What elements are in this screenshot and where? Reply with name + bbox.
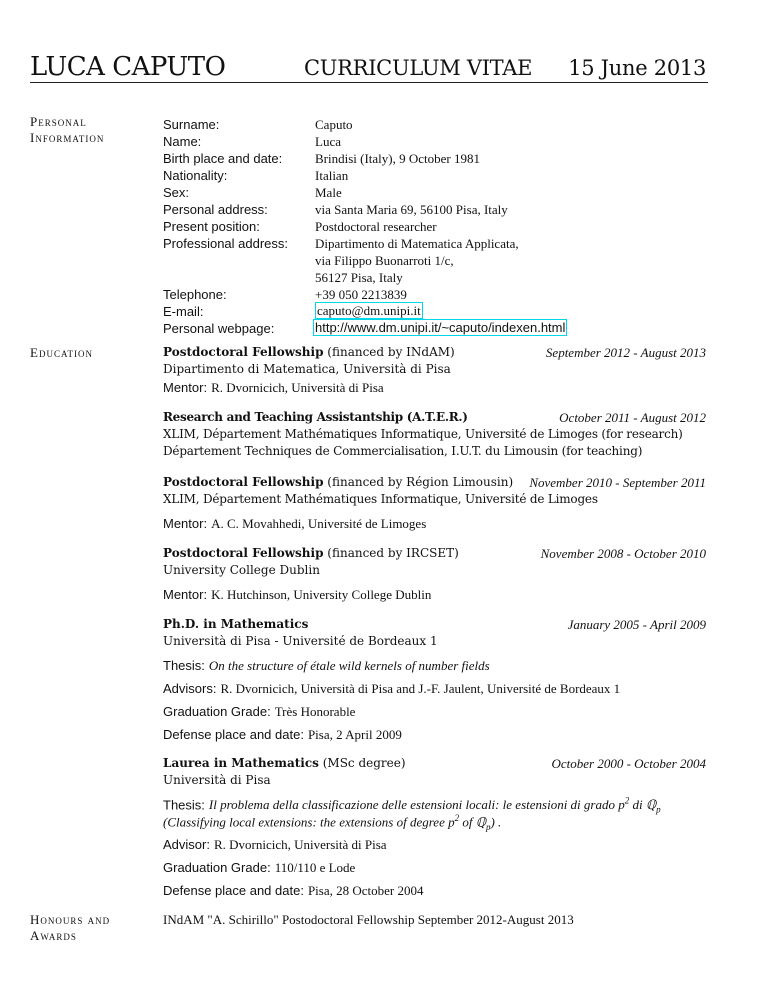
edu-4-mentor: Mentor: K. Hutchinson, University College Dublin (163, 587, 432, 602)
edu-6-institution: Università di Pisa (163, 773, 271, 787)
edu-3-mentor: Mentor: A. C. Movahhedi, Université de Limoges (163, 516, 427, 531)
cv-date: 15 June 2013 (568, 56, 706, 80)
edu-2-line-research: XLIM, Département Mathématiques Informatique, Université de Limoges (for research) (163, 427, 683, 441)
edu-2-title: Research and Teaching Assistantship (A.T.E.R.) (163, 410, 468, 424)
section-personal-information: Personal Information (30, 114, 105, 145)
professional-address-label: Professional address: (163, 236, 289, 251)
edu-2-date: October 2011 - August 2012 (559, 410, 706, 425)
surname-label: Surname: (163, 117, 220, 132)
edu-4-date: November 2008 - October 2010 (540, 546, 706, 561)
edu-1-date: September 2012 - August 2013 (545, 345, 706, 360)
edu-3-institution: XLIM, Département Mathématiques Informatique, Université de Limoges (163, 492, 598, 506)
edu-5-grade: Graduation Grade: Très Honorable (163, 704, 356, 719)
edu-1-mentor: Mentor: R. Dvornicich, Università di Pisa (163, 380, 384, 395)
cv-title: CURRICULUM VITAE (304, 56, 533, 80)
edu-6-advisor: Advisor: R. Dvornicich, Università di Pisa (163, 837, 387, 852)
edu-6-date: October 2000 - October 2004 (551, 756, 706, 771)
professional-address-line-2: via Filippo Buonarroti 1/c, (315, 253, 454, 268)
section-education: Education (30, 345, 93, 360)
email-link[interactable]: caputo@dm.unipi.it (317, 303, 421, 318)
edu-6-grade: Graduation Grade: 110/110 e Lode (163, 860, 356, 875)
email-label: E-mail: (163, 304, 204, 319)
webpage-label: Personal webpage: (163, 321, 275, 336)
personal-address-label: Personal address: (163, 202, 268, 217)
edu-4-title: Postdoctoral Fellowship (financed by IRCSET) (163, 546, 459, 560)
surname-value: Caputo (315, 117, 353, 132)
edu-4-institution: University College Dublin (163, 563, 320, 577)
header-rule (30, 82, 708, 83)
sex-value: Male (315, 185, 342, 200)
birth-value: Brindisi (Italy), 9 October 1981 (315, 151, 480, 166)
edu-6-defense: Defense place and date: Pisa, 28 October 2004 (163, 883, 424, 898)
professional-address-line-3: 56127 Pisa, Italy (315, 270, 403, 285)
webpage-link[interactable]: http://www.dm.unipi.it/~caputo/indexen.html (315, 320, 566, 335)
edu-3-title: Postdoctoral Fellowship (financed by Région Limousin) (163, 475, 514, 489)
personal-address-value: via Santa Maria 69, 56100 Pisa, Italy (315, 202, 508, 217)
name-label: Name: (163, 134, 202, 149)
edu-1-title: Postdoctoral Fellowship (financed by INdAM) (163, 345, 455, 359)
edu-5-date: January 2005 - April 2009 (567, 617, 706, 632)
position-value: Postdoctoral researcher (315, 219, 437, 234)
birth-label: Birth place and date: (163, 151, 283, 166)
edu-5-advisors: Advisors: R. Dvornicich, Università di Pisa and J.-F. Jaulent, Université de Bordeaux 1 (163, 681, 621, 696)
edu-5-defense: Defense place and date: Pisa, 2 April 2009 (163, 727, 402, 742)
sex-label: Sex: (163, 185, 190, 200)
edu-5-title: Ph.D. in Mathematics (163, 617, 309, 631)
nationality-label: Nationality: (163, 168, 228, 183)
edu-5-institution: Università di Pisa - Université de Bordeaux 1 (163, 634, 438, 648)
edu-6-thesis-line-2: (Classifying local extensions: the extensions of degree $p^2$ of ℚ$_p$) . (163, 813, 502, 832)
section-honours-awards: Honours and Awards (30, 912, 111, 943)
name-value: Luca (315, 134, 341, 149)
honours-item: INdAM "A. Schirillo" Postodoctoral Fellowship September 2012-August 2013 (163, 912, 574, 927)
edu-2-line-teaching: Département Techniques de Commercialisation, I.U.T. du Limousin (for teaching) (163, 444, 643, 458)
telephone-value: +39 050 2213839 (315, 287, 407, 302)
edu-6-thesis-line-1: Thesis: Il problema della classificazione delle estensioni locali: le estensioni di grado $p^2$ di ℚ$_p$ (163, 796, 661, 815)
edu-1-institution: Dipartimento di Matematica, Università di Pisa (163, 362, 451, 376)
edu-3-date: November 2010 - September 2011 (529, 475, 706, 490)
telephone-label: Telephone: (163, 287, 227, 302)
edu-6-title: Laurea in Mathematics (MSc degree) (163, 756, 406, 770)
position-label: Present position: (163, 219, 260, 234)
professional-address-line-1: Dipartimento di Matematica Applicata, (315, 236, 519, 251)
nationality-value: Italian (315, 168, 349, 183)
cv-name: LUCA CAPUTO (30, 52, 226, 82)
edu-5-thesis: Thesis: On the structure of étale wild kernels of number fields (163, 658, 490, 673)
